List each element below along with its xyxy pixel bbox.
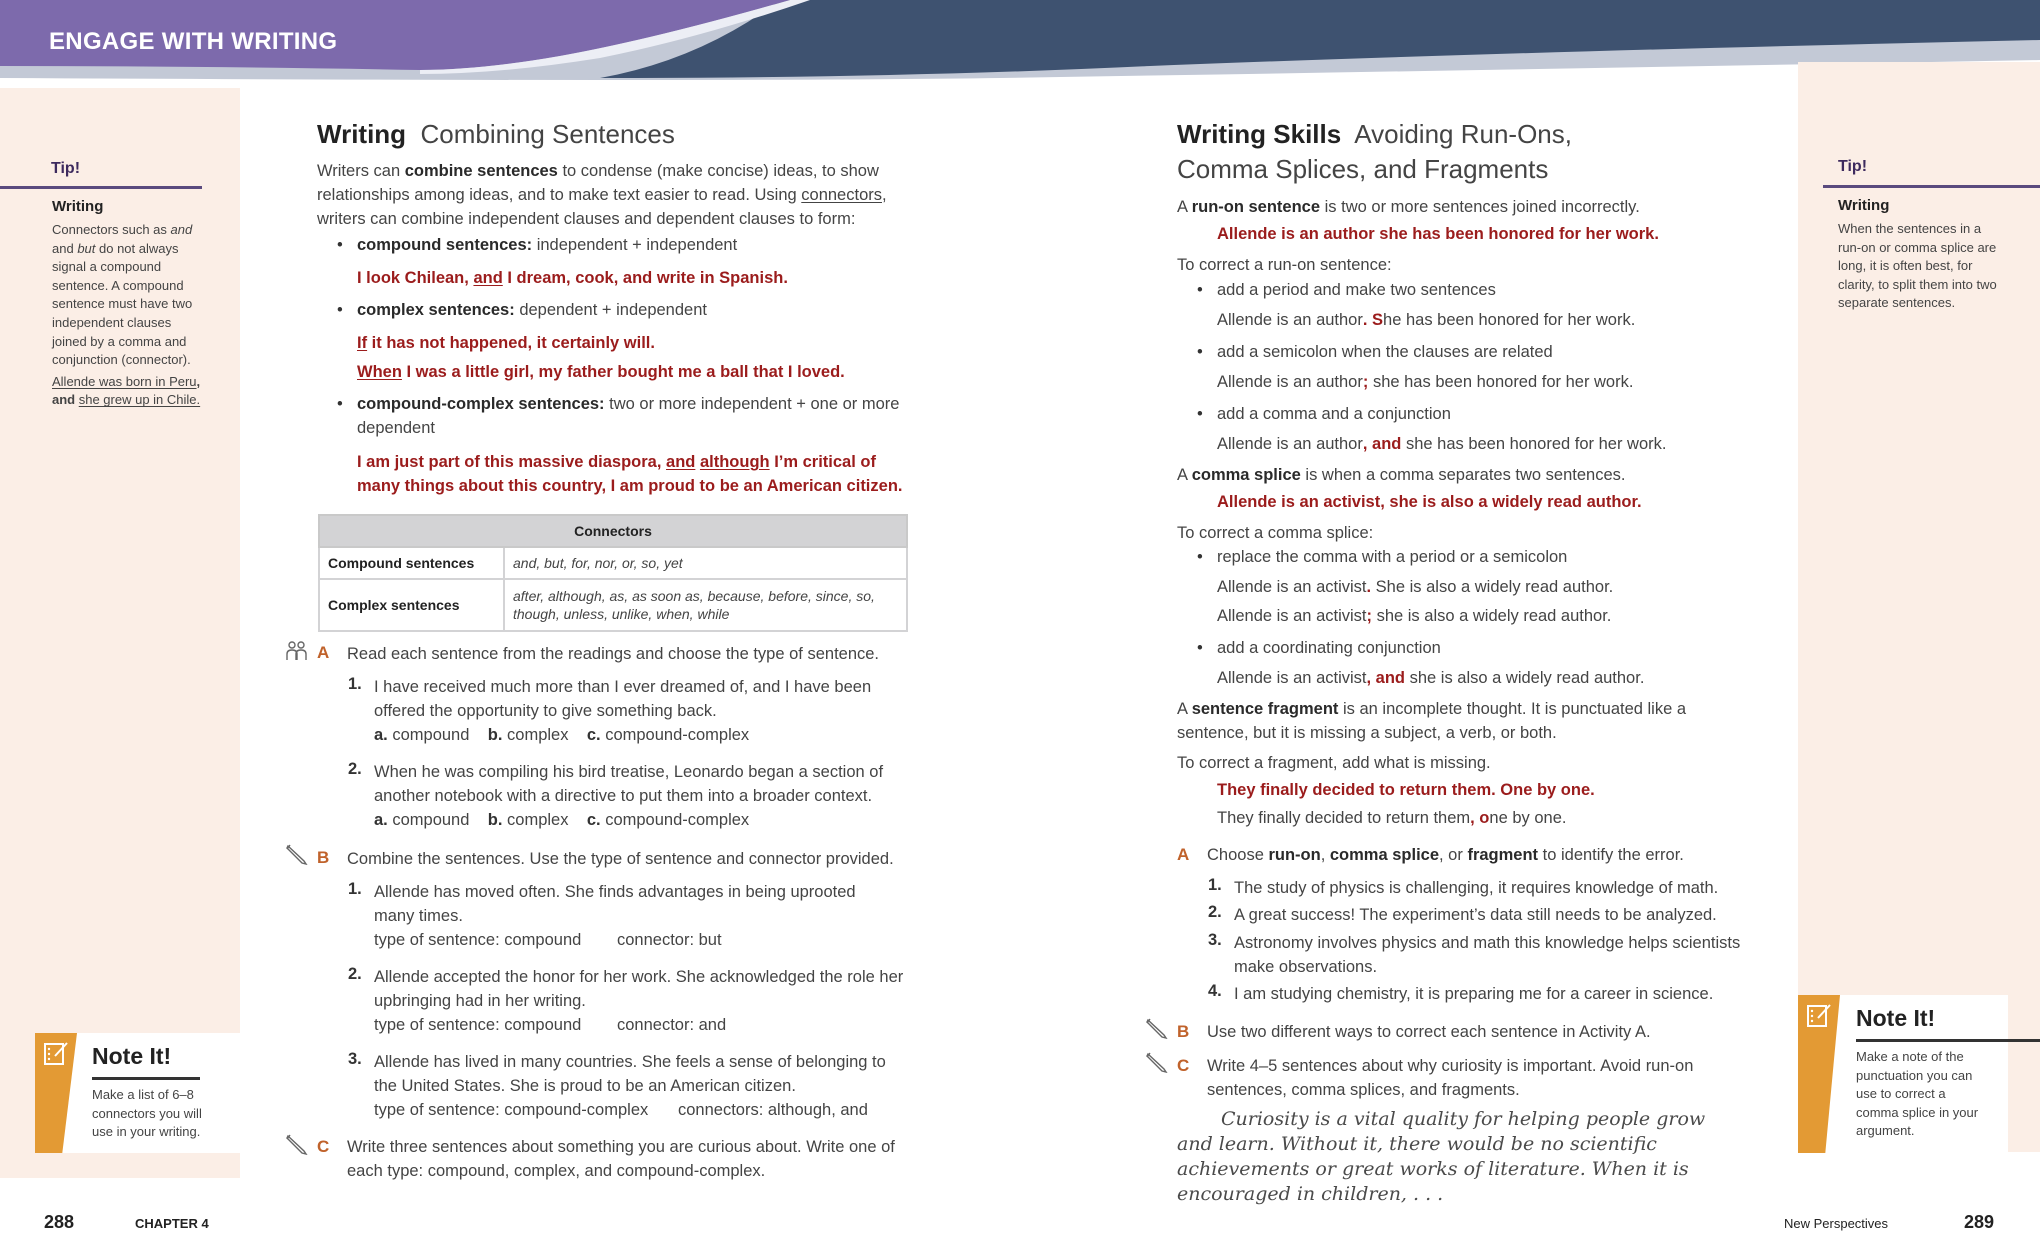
connectors-term: connectors [801, 186, 882, 204]
type-compound: • compound sentences: independent + independent [357, 233, 907, 257]
tip-example-clause-2: she grew up in Chile. [78, 392, 201, 408]
example-compound: I look Chilean, and I dream, cook, and write in Spanish. [357, 269, 788, 287]
fragment-example: They finally decided to return them. One by one. [1217, 781, 1595, 799]
splice-fix-1: • replace the comma with a period or a semicolon [1217, 545, 1567, 569]
pair-work-icon [285, 640, 309, 662]
page-number-left: 288 [44, 1212, 75, 1232]
note-it-body-right: Make a note of the punctuation you can use to correct a comma splice in your argument. [1856, 1049, 1979, 1139]
activity-a-item-1: I have received much more than I ever dreamed of, and I have been offered the opportunity to give something back. [374, 678, 872, 720]
runon-fix-1: • add a period and make two sentences [1217, 278, 1496, 302]
table-row: Complex sentences after, although, as, as soon as, because, before, since, so, though, unless, unlike, when, while [319, 579, 907, 631]
activity-a-right-item-3: Astronomy involves physics and math this knowledge helps scientists make observations. [1234, 934, 1741, 976]
splice-example: Allende is an activist, she is also a widely read author. [1217, 493, 1642, 511]
pencil-icon [1145, 1051, 1169, 1073]
activity-a-prompt-right: Choose run-on, comma splice, or fragment to identify the error. [1207, 846, 1684, 864]
tip-title: Writing [52, 198, 104, 215]
connectors-table-header: Connectors [319, 515, 907, 547]
page-title-right: Writing Skills Avoiding Run-Ons, Comma Splices, and Fragments [1177, 119, 1572, 184]
tip-label: Tip! [51, 160, 81, 177]
activity-b-letter: B [317, 848, 330, 867]
tip-title-right: Writing [1838, 197, 1890, 214]
example-compound-complex: I am just part of this massive diaspora, and although I’m critical of many things about this country, I am proud to be an American citizen. [357, 453, 903, 495]
runon-definition: A run-on sentence is two or more sentences joined incorrectly. [1177, 198, 1640, 216]
note-it-box-right [1798, 995, 2008, 1153]
activity-a-letter: A [317, 643, 330, 662]
runon-example: Allende is an author she has been honored for her work. [1217, 225, 1659, 243]
activity-c-letter-right: C [1177, 1056, 1190, 1075]
runon-fix-2: • add a semicolon when the clauses are related [1217, 340, 1553, 364]
splice-fix-2: • add a coordinating conjunction [1217, 636, 1441, 660]
note-it-body: Make a list of 6–8 connectors you will use in your writing. [92, 1087, 202, 1140]
activity-a-right-item-2: A great success! The experiment’s data still needs to be analyzed. [1234, 906, 1717, 924]
activity-a-right-item-1: The study of physics is challenging, it requires knowledge of math. [1234, 879, 1719, 897]
activity-b-item-1: Allende has moved often. She finds advantages in being uprooted many times. [374, 883, 856, 925]
tip-divider [0, 186, 202, 189]
pencil-icon [1145, 1017, 1169, 1039]
handwritten-sample-answer: Curiosity is a vital quality for helping people grow and learn. Without it, there would be no scientific achievements or great works of literature. When it is encouraged in children, . . . [1177, 1108, 1706, 1205]
note-it-box-left [35, 1033, 240, 1153]
pencil-icon [285, 843, 309, 865]
page-number-right: 289 [1964, 1212, 1995, 1232]
activity-c-prompt: Write three sentences about something you are curious about. Write one of each type: compound, complex, and compound-complex. [347, 1138, 895, 1180]
note-it-title-right: Note It! [1856, 1005, 1936, 1031]
example-complex-2: When I was a little girl, my father bought me a ball that I loved. [357, 363, 845, 381]
activity-a-letter-right: A [1177, 845, 1190, 864]
notebook-pencil-icon [43, 1041, 69, 1067]
splice-definition: A comma splice is when a comma separates two sentences. [1177, 466, 1626, 484]
tip-label-right: Tip! [1838, 158, 1868, 175]
page-title-left: Writing Combining Sentences [317, 119, 675, 149]
activity-a-prompt: Read each sentence from the readings and choose the type of sentence. [347, 645, 880, 663]
pencil-icon [285, 1133, 309, 1155]
activity-b-letter-right: B [1177, 1022, 1190, 1041]
activity-c-prompt-right: Write 4–5 sentences about why curiosity is important. Avoid run-on sentences, comma splices, and fragments. [1207, 1057, 1694, 1099]
tip-body: Connectors such as and and but do not always signal a compound sentence. A compound sentence must have two independent clauses joined by a comma and conjunction (connector). Allende was born in Peru, and she grew up in Chile. [52, 222, 201, 408]
activity-a-item-2: When he was compiling his bird treatise, Leonardo began a section of another notebook with a directive to put them into a broader context. [374, 763, 884, 805]
table-row: Compound sentences and, but, for, nor, or, so, yet [319, 547, 907, 579]
section-banner-title: ENGAGE WITH WRITING [49, 28, 338, 55]
activity-a-item-2-choices[interactable]: a. compound b. complex c. compound-complex [374, 811, 750, 829]
intro-paragraph: Writers can combine sentences to condense (make concise) ideas, to show relationships among ideas, and to make text easier to read. Using connectors, writers can combine independent clauses and dependent clauses to form: [317, 162, 887, 228]
tip-example-clause-1: Allende was born in Peru [52, 373, 197, 389]
tip-divider-right [1823, 185, 2040, 188]
fragment-definition: A sentence fragment is an incomplete thought. It is punctuated like a sentence, but it is missing a subject, a verb, or both. [1177, 700, 1687, 742]
activity-b-prompt: Combine the sentences. Use the type of sentence and connector provided. [347, 850, 894, 868]
activity-b-prompt-right: Use two different ways to correct each sentence in Activity A. [1207, 1023, 1651, 1041]
activity-b-item-3: Allende has lived in many countries. She feels a sense of belonging to the United States. She is proud to be an American citizen. [374, 1053, 886, 1095]
activity-a-right-item-4: I am studying chemistry, it is preparing me for a career in science. [1234, 985, 1714, 1003]
activity-a-item-1-choices[interactable]: a. compound b. complex c. compound-complex [374, 726, 750, 744]
activity-c-letter: C [317, 1137, 330, 1156]
runon-fix-3: • add a comma and a conjunction [1217, 402, 1451, 426]
tip-body-right: When the sentences in a run-on or comma splice are long, it is often best, for clarity, to split them into two separate sentences. [1838, 221, 1997, 311]
activity-b-item-2: Allende accepted the honor for her work. She acknowledged the role her upbringing had in her writing. [374, 968, 904, 1010]
notebook-pencil-icon [1806, 1003, 1832, 1029]
type-compound-complex: • compound-complex sentences: two or more independent + one or more dependent [357, 392, 917, 440]
chapter-label: CHAPTER 4 [135, 1216, 209, 1231]
example-complex-1: If it has not happened, it certainly will. [357, 334, 655, 352]
connectors-table [318, 514, 908, 632]
type-complex: • complex sentences: dependent + independent [357, 298, 907, 322]
note-it-title: Note It! [92, 1043, 172, 1069]
book-title-label: New Perspectives [1784, 1216, 1889, 1231]
